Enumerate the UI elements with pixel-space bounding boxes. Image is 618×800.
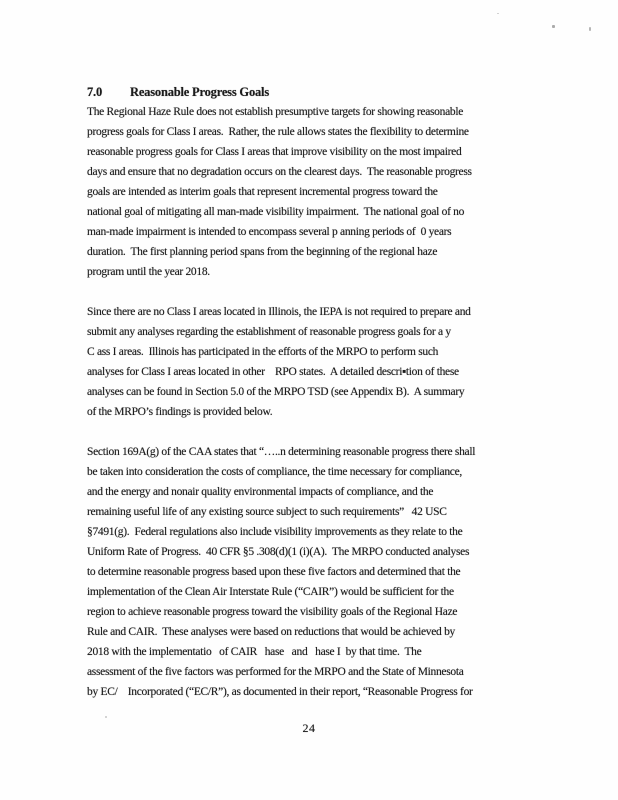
section-heading	[87, 82, 577, 102]
text-line: by EC/ Incorporated (“EC/R”), as documented in their report, “Reasonable Progress for	[87, 686, 473, 698]
text-line: program until the year 2018.	[87, 266, 210, 278]
text-line: remaining useful life of any existing source subject to such requirements” 42 USC	[87, 506, 447, 518]
scan-speck	[105, 716, 107, 718]
section-title: Reasonable Progress Goals	[130, 85, 269, 99]
text-line: national goal of mitigating all man-made visibility impairment. The national goal of no	[87, 206, 465, 218]
text-line: Rule and CAIR. These analyses were based on reductions that would be achieved by	[87, 626, 455, 638]
paragraph	[87, 102, 577, 282]
scan-speck	[589, 27, 591, 31]
text-line: reasonable progress goals for Class I areas that improve visibility on the most impaired	[87, 146, 462, 158]
text-line: The Regional Haze Rule does not establish presumptive targets for showing reasonable	[87, 106, 464, 118]
text-line: 2018 with the implementatio of CAIR hase and hase I by that time. The	[87, 646, 422, 658]
text-line: submit any analyses regarding the establishment of reasonable progress goals for a y	[87, 326, 451, 338]
text-line: Since there are no Class I areas located in Illinois, the IEPA is not required to prepare and	[87, 306, 471, 318]
text-line: analyses can be found in Section 5.0 of the MRPO TSD (see Appendix B). A summary	[87, 386, 465, 398]
page-number: 24	[302, 721, 316, 735]
text-line: be taken into consideration the costs of compliance, the time necessary for compliance,	[87, 466, 462, 478]
text-line: and the energy and nonair quality environmental impacts of compliance, and the	[87, 486, 434, 498]
paragraph	[87, 302, 577, 422]
section-number: 7.0	[87, 85, 103, 99]
text-line: to determine reasonable progress based upon these five factors and determined that the	[87, 566, 461, 578]
text-line: Section 169A(g) of the CAA states that “…..n determining reasonable progress there shall	[87, 446, 476, 458]
text-line: days and ensure that no degradation occurs on the clearest days. The reasonable progress	[87, 166, 472, 178]
text-line: of the MRPO’s findings is provided below.	[87, 406, 273, 418]
text-line: region to achieve reasonable progress toward the visibility goals of the Regional Haze	[87, 606, 458, 618]
text-line: progress goals for Class I areas. Rather, the rule allows states the flexibility to determine	[87, 126, 469, 138]
scan-speck	[497, 13, 499, 14]
text-line: analyses for Class I areas located in other RPO states. A detailed descri▪tion of these	[87, 366, 459, 378]
text-line: Uniform Rate of Progress. 40 CFR §5 .308(d)(1 (i)(A). The MRPO conducted analyses	[87, 546, 470, 558]
text-line: C ass I areas. Illinois has participated in the efforts of the MRPO to perform such	[87, 346, 439, 358]
text-block	[87, 82, 577, 702]
text-line: assessment of the five factors was performed for the MRPO and the State of Minnesota	[87, 666, 464, 678]
text-line: goals are intended as interim goals that represent incremental progress toward the	[87, 186, 438, 198]
paragraph	[87, 442, 577, 702]
text-line: man-made impairment is intended to encompass several p anning periods of 0 years	[87, 226, 452, 238]
text-line: §7491(g). Federal regulations also include visibility improvements as they relate to the	[87, 526, 463, 538]
text-line: duration. The first planning period spans from the beginning of the regional haze	[87, 246, 438, 258]
scan-speck	[552, 25, 555, 28]
text-line: implementation of the Clean Air Interstate Rule (“CAIR”) would be sufficient for the	[87, 586, 454, 598]
